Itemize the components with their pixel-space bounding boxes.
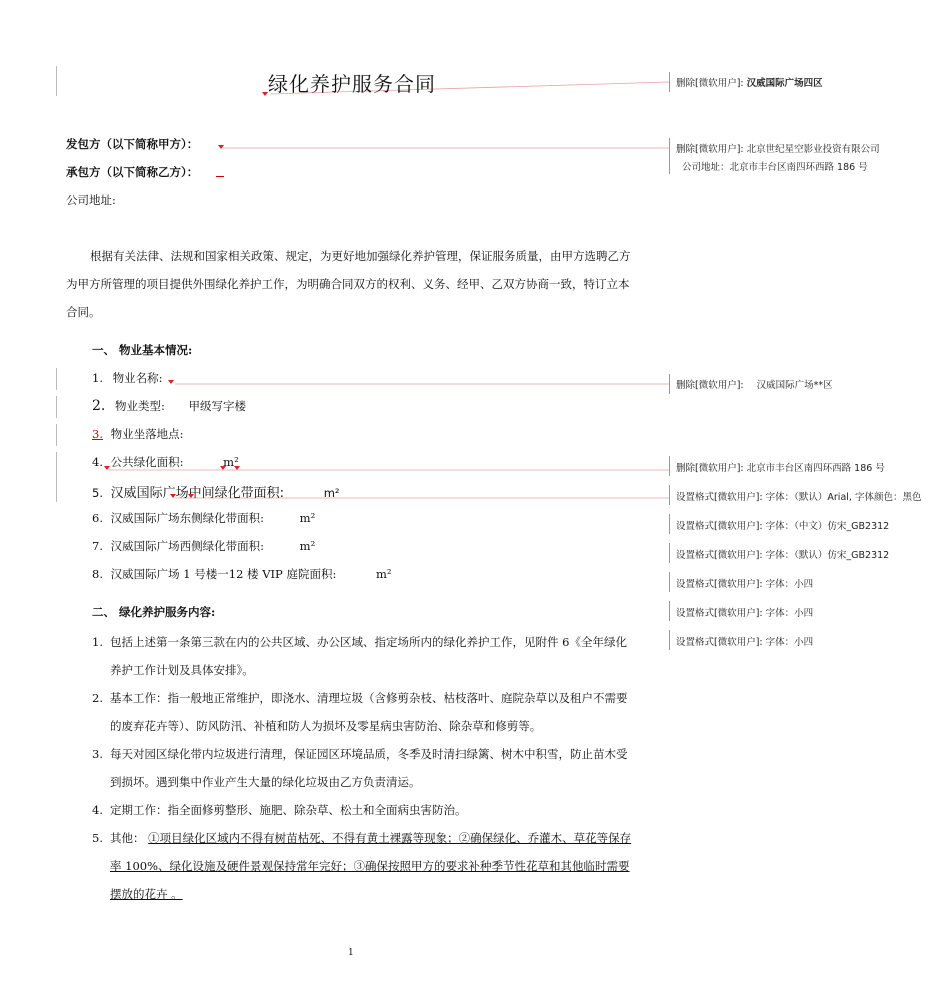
comment-text: 字体：小四 [765, 637, 814, 648]
item-text: 定期工作：指全面修剪整形、施肥、除杂草、松土和全面病虫害防治。 [110, 803, 467, 817]
comment-prefix: 设置格式[微软用户]: [676, 579, 763, 590]
comment-2-continued [682, 159, 868, 173]
item-text: ①项目绿化区域内不得有树苗枯死、不得有黄土裸露等现象；②确保绿化、乔灌木、草花等保存率 100%、绿化设施及硬件景观保持常年完好；③确保按照甲方的要求补种季节性花草和其他临时需要摆放的花卉 。 [110, 831, 632, 901]
s1-item-5 [92, 482, 340, 501]
comment-text: 汉威国际广场四区 [746, 78, 823, 89]
item-value: 甲级写字楼 [188, 399, 247, 413]
item-number: 3. [92, 747, 103, 761]
item-text: 物业类型: [115, 399, 165, 413]
item-number: 2. [92, 398, 106, 414]
change-bar [56, 368, 57, 390]
item-unit: m² [375, 567, 392, 581]
item-number: 4. [92, 455, 103, 469]
s2-item-2 [92, 684, 638, 740]
s1-item-6 [92, 510, 315, 526]
deletion-marker-icon [220, 466, 226, 470]
item-number: 8. [92, 567, 103, 581]
item-text: 物业坐落地点: [110, 427, 184, 441]
deletion-marker-icon [234, 466, 240, 470]
comment-text: 字体：（默认）Arial, 字体颜色：黑色 [765, 492, 922, 503]
s2-item-1 [92, 628, 638, 684]
item-number: 3. [92, 427, 103, 441]
s2-item-5 [92, 824, 638, 908]
comment-bar [669, 514, 670, 534]
comment-bar [669, 630, 670, 650]
comment-prefix: 设置格式[微软用户]: [676, 492, 763, 503]
comment-prefix: 设置格式[微软用户]: [676, 637, 763, 648]
insertion-mark [216, 176, 224, 177]
document-title: 绿化养护服务合同 [268, 72, 436, 96]
item-unit: m² [223, 455, 239, 469]
comment-prefix: 设置格式[微软用户]: [676, 550, 763, 561]
party-a-label: 发包方（以下简称甲方）： [66, 137, 199, 151]
s1-item-2 [92, 398, 246, 414]
item-number: 6. [92, 511, 103, 525]
item-text: 汉威国际广场东侧绿化带面积: [110, 511, 265, 525]
change-bar [56, 424, 57, 446]
item-number: 5. [92, 486, 103, 500]
s2-item-4 [92, 796, 638, 824]
comment-4[interactable] [676, 460, 885, 474]
change-bar [56, 452, 57, 502]
deletion-marker-icon [170, 494, 176, 498]
deletion-marker-icon [218, 145, 224, 149]
deletion-marker-icon [168, 380, 174, 384]
page-number: 1 [348, 948, 354, 958]
comment-bar [669, 572, 670, 592]
s1-item-7 [92, 538, 315, 554]
item-unit: m² [299, 539, 316, 553]
comment-bar [669, 138, 670, 174]
comment-prefix: 删除[微软用户]: [676, 78, 744, 89]
item-number: 7. [92, 539, 103, 553]
item-number: 1. [92, 635, 103, 649]
item-number: 1. [92, 371, 103, 385]
s1-item-1 [92, 370, 163, 386]
comment-1[interactable] [676, 75, 823, 89]
comment-text: 字体：小四 [765, 608, 814, 619]
comment-text: 公司地址：北京市丰台区南四环西路 186 号 [682, 162, 868, 173]
section1-heading: 一、 物业基本情况: [92, 343, 193, 357]
item-number: 4. [92, 803, 103, 817]
comment-bar [669, 543, 670, 563]
change-bar [56, 396, 57, 418]
comment-2[interactable] [676, 141, 880, 155]
comment-bar [669, 72, 670, 92]
comment-7[interactable] [676, 547, 889, 561]
comment-8[interactable] [676, 576, 813, 590]
item-number: 5. [92, 831, 103, 845]
comment-text: 北京市丰台区南四环西路 186 号 [746, 463, 885, 474]
comment-bar [669, 374, 670, 394]
item-text: 汉威国际广场西侧绿化带面积: [110, 539, 265, 553]
comment-text: 字体：小四 [765, 579, 814, 590]
item-text: 包括上述第一条第三款在内的公共区域、办公区域、指定场所内的绿化养护工作，见附件 6《全年绿化养护工作计划及具体安排》。 [110, 635, 627, 677]
deletion-marker-icon [188, 494, 194, 498]
deletion-marker-icon [262, 92, 268, 96]
address-label: 公司地址: [66, 193, 116, 207]
item-unit: m² [299, 511, 316, 525]
s1-item-8 [92, 566, 392, 582]
change-bar [56, 66, 57, 96]
comment-bar [669, 485, 670, 505]
comment-text: 字体：（中文）仿宋_GB2312 [765, 521, 890, 532]
item-label: 其他： [110, 831, 145, 845]
deletion-marker-icon [104, 466, 110, 470]
comment-6[interactable] [676, 518, 889, 532]
comment-text: 字体：（默认）仿宋_GB2312 [765, 550, 890, 561]
comment-5[interactable] [676, 489, 944, 503]
comment-9[interactable] [676, 605, 813, 619]
s1-item-4 [92, 454, 239, 470]
comment-text: 汉威国际广场**区 [756, 380, 833, 391]
comment-3[interactable] [676, 377, 833, 391]
item-text: 基本工作：指一般地正常维护，即浇水、清理垃圾（含修剪杂枝、枯枝落叶、庭院杂草以及租户不需要的废弃花卉等）、防风防汛、补植和防人为损坏及零星病虫害防治、除杂草和修剪等。 [110, 691, 628, 733]
comment-prefix: 删除[微软用户]: [676, 463, 744, 474]
item-number: 2. [92, 691, 103, 705]
comment-prefix: 设置格式[微软用户]: [676, 608, 763, 619]
item-text: 每天对园区绿化带内垃圾进行清理，保证园区环境品质，冬季及时清扫绿篱、树木中积雪，防止苗木受到损坏。遇到集中作业产生大量的绿化垃圾由乙方负责清运。 [110, 747, 628, 789]
s2-item-3 [92, 740, 638, 796]
section2-heading: 二、 绿化养护服务内容: [92, 605, 216, 619]
comment-bar [669, 456, 670, 476]
party-b-label: 承包方（以下简称乙方）： [66, 165, 199, 179]
intro-paragraph: 根据有关法律、法规和国家相关政策、规定，为更好地加强绿化养护管理，保证服务质量，由甲方选聘乙方为甲方所管理的项目提供外围绿化养护工作，为明确合同双方的权利、义务、经甲、乙双方协商一致，特订立本合同。 [66, 249, 631, 319]
comment-prefix: 删除[微软用户]: [676, 144, 744, 155]
comment-bar [669, 601, 670, 621]
item-text: 物业名称: [112, 371, 163, 385]
comment-prefix: 设置格式[微软用户]: [676, 521, 763, 532]
s1-item-3 [92, 426, 184, 442]
comment-text: 北京世纪星空影业投资有限公司 [746, 144, 880, 155]
comment-10[interactable] [676, 634, 813, 648]
item-text: 公共绿化面积: [110, 455, 184, 469]
item-text: 汉威国际广场 1 号楼一12 楼 VIP 庭院面积: [110, 567, 337, 581]
comment-prefix: 删除[微软用户]: [676, 380, 744, 391]
item-text: 汉威国际广场中间绿化带面积: [110, 486, 285, 501]
item-unit: m² [323, 486, 340, 500]
